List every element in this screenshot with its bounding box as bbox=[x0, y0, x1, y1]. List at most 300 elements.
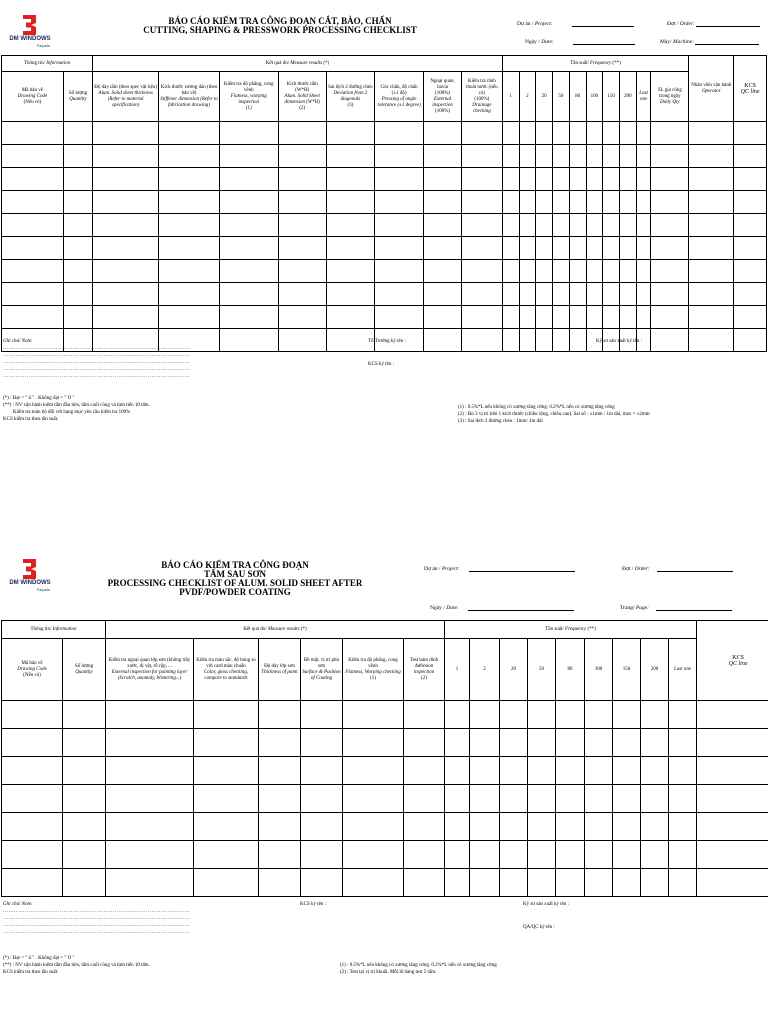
table-cell[interactable] bbox=[301, 841, 343, 869]
form1-date-field[interactable] bbox=[573, 38, 635, 45]
table-cell[interactable] bbox=[651, 283, 689, 306]
table-cell[interactable] bbox=[734, 214, 767, 237]
table-cell[interactable] bbox=[404, 701, 445, 729]
table-cell[interactable] bbox=[519, 191, 536, 214]
table-cell[interactable] bbox=[404, 841, 445, 869]
table-cell[interactable] bbox=[424, 237, 462, 260]
table-cell[interactable] bbox=[2, 145, 64, 168]
table-cell[interactable] bbox=[461, 306, 502, 329]
table-cell[interactable] bbox=[636, 306, 651, 329]
table-cell[interactable] bbox=[2, 122, 64, 145]
table-cell[interactable] bbox=[603, 168, 620, 191]
table-cell[interactable] bbox=[669, 869, 697, 897]
table-cell[interactable] bbox=[2, 168, 64, 191]
table-cell[interactable] bbox=[445, 785, 470, 813]
table-cell[interactable] bbox=[424, 122, 462, 145]
table-cell[interactable] bbox=[553, 283, 570, 306]
table-cell[interactable] bbox=[470, 701, 500, 729]
table-cell[interactable] bbox=[697, 729, 768, 757]
table-cell[interactable] bbox=[404, 869, 445, 897]
table-cell[interactable] bbox=[689, 260, 734, 283]
table-cell[interactable] bbox=[2, 869, 63, 897]
table-cell[interactable] bbox=[159, 168, 220, 191]
table-cell[interactable] bbox=[620, 214, 637, 237]
table-cell[interactable] bbox=[343, 869, 404, 897]
form1-project-field[interactable] bbox=[572, 20, 634, 27]
table-cell[interactable] bbox=[603, 306, 620, 329]
table-cell[interactable] bbox=[461, 260, 502, 283]
table-cell[interactable] bbox=[519, 168, 536, 191]
table-cell[interactable] bbox=[63, 869, 106, 897]
table-cell[interactable] bbox=[502, 122, 519, 145]
table-cell[interactable] bbox=[424, 260, 462, 283]
table-cell[interactable] bbox=[502, 214, 519, 237]
form2-order-field[interactable] bbox=[657, 565, 733, 572]
table-cell[interactable] bbox=[556, 729, 585, 757]
table-cell[interactable] bbox=[194, 869, 259, 897]
table-cell[interactable] bbox=[93, 191, 159, 214]
table-cell[interactable] bbox=[424, 168, 462, 191]
table-cell[interactable] bbox=[613, 757, 641, 785]
table-cell[interactable] bbox=[106, 757, 194, 785]
table-cell[interactable] bbox=[63, 701, 106, 729]
table-cell[interactable] bbox=[159, 191, 220, 214]
table-cell[interactable] bbox=[586, 260, 603, 283]
table-cell[interactable] bbox=[689, 329, 734, 352]
table-cell[interactable] bbox=[603, 237, 620, 260]
table-cell[interactable] bbox=[651, 122, 689, 145]
table-cell[interactable] bbox=[326, 214, 374, 237]
table-cell[interactable] bbox=[2, 757, 63, 785]
table-cell[interactable] bbox=[553, 145, 570, 168]
table-cell[interactable] bbox=[106, 841, 194, 869]
table-cell[interactable] bbox=[697, 813, 768, 841]
table-cell[interactable] bbox=[93, 122, 159, 145]
table-cell[interactable] bbox=[697, 757, 768, 785]
table-cell[interactable] bbox=[519, 237, 536, 260]
table-cell[interactable] bbox=[2, 306, 64, 329]
table-cell[interactable] bbox=[63, 168, 92, 191]
table-cell[interactable] bbox=[620, 260, 637, 283]
table-cell[interactable] bbox=[603, 260, 620, 283]
table-cell[interactable] bbox=[63, 214, 92, 237]
table-cell[interactable] bbox=[669, 813, 697, 841]
table-cell[interactable] bbox=[734, 283, 767, 306]
table-cell[interactable] bbox=[2, 729, 63, 757]
table-cell[interactable] bbox=[553, 306, 570, 329]
table-cell[interactable] bbox=[536, 260, 553, 283]
table-cell[interactable] bbox=[63, 841, 106, 869]
table-cell[interactable] bbox=[219, 260, 278, 283]
table-cell[interactable] bbox=[697, 701, 768, 729]
table-cell[interactable] bbox=[63, 729, 106, 757]
table-cell[interactable] bbox=[2, 191, 64, 214]
table-cell[interactable] bbox=[586, 191, 603, 214]
table-cell[interactable] bbox=[586, 283, 603, 306]
table-cell[interactable] bbox=[641, 841, 669, 869]
table-cell[interactable] bbox=[641, 785, 669, 813]
table-cell[interactable] bbox=[553, 168, 570, 191]
table-cell[interactable] bbox=[278, 214, 326, 237]
table-cell[interactable] bbox=[343, 729, 404, 757]
table-cell[interactable] bbox=[326, 306, 374, 329]
table-cell[interactable] bbox=[689, 122, 734, 145]
table-cell[interactable] bbox=[63, 785, 106, 813]
table-cell[interactable] bbox=[519, 329, 536, 352]
table-cell[interactable] bbox=[326, 122, 374, 145]
table-cell[interactable] bbox=[259, 869, 301, 897]
table-cell[interactable] bbox=[502, 191, 519, 214]
table-cell[interactable] bbox=[424, 145, 462, 168]
table-cell[interactable] bbox=[2, 813, 63, 841]
table-cell[interactable] bbox=[636, 122, 651, 145]
table-cell[interactable] bbox=[278, 260, 326, 283]
table-cell[interactable] bbox=[553, 237, 570, 260]
form2-date-field[interactable] bbox=[468, 604, 574, 611]
table-cell[interactable] bbox=[636, 237, 651, 260]
table-cell[interactable] bbox=[536, 168, 553, 191]
table-cell[interactable] bbox=[528, 701, 556, 729]
table-cell[interactable] bbox=[556, 701, 585, 729]
table-cell[interactable] bbox=[620, 237, 637, 260]
table-cell[interactable] bbox=[651, 260, 689, 283]
table-cell[interactable] bbox=[669, 729, 697, 757]
table-cell[interactable] bbox=[689, 145, 734, 168]
table-cell[interactable] bbox=[669, 841, 697, 869]
table-cell[interactable] bbox=[553, 191, 570, 214]
table-cell[interactable] bbox=[63, 283, 92, 306]
table-cell[interactable] bbox=[259, 841, 301, 869]
table-cell[interactable] bbox=[641, 729, 669, 757]
table-cell[interactable] bbox=[528, 785, 556, 813]
table-cell[interactable] bbox=[374, 214, 423, 237]
table-cell[interactable] bbox=[502, 168, 519, 191]
table-cell[interactable] bbox=[278, 237, 326, 260]
table-cell[interactable] bbox=[528, 729, 556, 757]
table-cell[interactable] bbox=[2, 785, 63, 813]
table-cell[interactable] bbox=[219, 145, 278, 168]
table-cell[interactable] bbox=[159, 283, 220, 306]
table-cell[interactable] bbox=[636, 145, 651, 168]
table-cell[interactable] bbox=[301, 757, 343, 785]
table-cell[interactable] bbox=[343, 785, 404, 813]
table-cell[interactable] bbox=[536, 191, 553, 214]
table-cell[interactable] bbox=[502, 145, 519, 168]
table-cell[interactable] bbox=[374, 237, 423, 260]
table-cell[interactable] bbox=[603, 145, 620, 168]
form2-page-field[interactable] bbox=[656, 604, 732, 611]
table-cell[interactable] bbox=[603, 214, 620, 237]
table-cell[interactable] bbox=[734, 168, 767, 191]
form1-note-line[interactable]: ………………………………………………………………………………………… bbox=[3, 374, 190, 379]
form1-note-line[interactable]: ………………………………………………………………………………………… bbox=[3, 360, 190, 365]
table-cell[interactable] bbox=[613, 785, 641, 813]
table-cell[interactable] bbox=[651, 168, 689, 191]
table-cell[interactable] bbox=[106, 729, 194, 757]
table-cell[interactable] bbox=[613, 869, 641, 897]
table-cell[interactable] bbox=[613, 813, 641, 841]
table-cell[interactable] bbox=[470, 869, 500, 897]
table-cell[interactable] bbox=[556, 757, 585, 785]
table-cell[interactable] bbox=[569, 306, 586, 329]
table-cell[interactable] bbox=[326, 260, 374, 283]
table-cell[interactable] bbox=[63, 757, 106, 785]
table-cell[interactable] bbox=[536, 237, 553, 260]
table-cell[interactable] bbox=[519, 214, 536, 237]
table-cell[interactable] bbox=[461, 214, 502, 237]
form1-note-line[interactable]: ………………………………………………………………………………………… bbox=[3, 353, 190, 358]
table-cell[interactable] bbox=[194, 757, 259, 785]
table-cell[interactable] bbox=[424, 306, 462, 329]
table-cell[interactable] bbox=[470, 757, 500, 785]
table-cell[interactable] bbox=[194, 785, 259, 813]
table-cell[interactable] bbox=[445, 757, 470, 785]
table-cell[interactable] bbox=[519, 122, 536, 145]
table-cell[interactable] bbox=[556, 869, 585, 897]
table-cell[interactable] bbox=[461, 168, 502, 191]
table-cell[interactable] bbox=[194, 813, 259, 841]
table-cell[interactable] bbox=[404, 813, 445, 841]
table-cell[interactable] bbox=[536, 145, 553, 168]
table-cell[interactable] bbox=[374, 260, 423, 283]
table-cell[interactable] bbox=[669, 785, 697, 813]
table-cell[interactable] bbox=[734, 191, 767, 214]
table-cell[interactable] bbox=[219, 306, 278, 329]
table-cell[interactable] bbox=[404, 785, 445, 813]
form1-machine-field[interactable] bbox=[695, 38, 759, 45]
table-cell[interactable] bbox=[636, 191, 651, 214]
table-cell[interactable] bbox=[461, 145, 502, 168]
table-cell[interactable] bbox=[603, 122, 620, 145]
table-cell[interactable] bbox=[301, 813, 343, 841]
table-cell[interactable] bbox=[585, 785, 613, 813]
table-cell[interactable] bbox=[404, 729, 445, 757]
table-cell[interactable] bbox=[445, 813, 470, 841]
table-cell[interactable] bbox=[620, 283, 637, 306]
table-cell[interactable] bbox=[461, 122, 502, 145]
table-cell[interactable] bbox=[374, 306, 423, 329]
table-cell[interactable] bbox=[500, 729, 528, 757]
table-cell[interactable] bbox=[2, 260, 64, 283]
table-cell[interactable] bbox=[689, 191, 734, 214]
form2-project-field[interactable] bbox=[469, 565, 575, 572]
table-cell[interactable] bbox=[219, 237, 278, 260]
table-cell[interactable] bbox=[620, 306, 637, 329]
table-cell[interactable] bbox=[374, 191, 423, 214]
table-cell[interactable] bbox=[343, 813, 404, 841]
table-cell[interactable] bbox=[651, 191, 689, 214]
table-cell[interactable] bbox=[569, 283, 586, 306]
table-cell[interactable] bbox=[326, 168, 374, 191]
table-cell[interactable] bbox=[326, 191, 374, 214]
form2-note-line[interactable]: ………………………………………………………………………………………… bbox=[3, 909, 190, 914]
table-cell[interactable] bbox=[502, 283, 519, 306]
table-cell[interactable] bbox=[697, 785, 768, 813]
table-cell[interactable] bbox=[424, 214, 462, 237]
table-cell[interactable] bbox=[343, 841, 404, 869]
table-cell[interactable] bbox=[734, 306, 767, 329]
table-cell[interactable] bbox=[585, 757, 613, 785]
table-cell[interactable] bbox=[620, 168, 637, 191]
table-cell[interactable] bbox=[569, 260, 586, 283]
table-cell[interactable] bbox=[159, 122, 220, 145]
table-cell[interactable] bbox=[219, 168, 278, 191]
table-cell[interactable] bbox=[93, 237, 159, 260]
table-cell[interactable] bbox=[651, 237, 689, 260]
table-cell[interactable] bbox=[689, 214, 734, 237]
table-cell[interactable] bbox=[63, 237, 92, 260]
table-cell[interactable] bbox=[445, 729, 470, 757]
table-cell[interactable] bbox=[613, 841, 641, 869]
table-cell[interactable] bbox=[159, 214, 220, 237]
table-cell[interactable] bbox=[585, 729, 613, 757]
table-cell[interactable] bbox=[259, 729, 301, 757]
table-cell[interactable] bbox=[424, 283, 462, 306]
table-cell[interactable] bbox=[519, 306, 536, 329]
form2-note-line[interactable]: ………………………………………………………………………………………… bbox=[3, 916, 190, 921]
table-cell[interactable] bbox=[502, 237, 519, 260]
table-cell[interactable] bbox=[536, 283, 553, 306]
table-cell[interactable] bbox=[445, 701, 470, 729]
table-cell[interactable] bbox=[301, 701, 343, 729]
table-cell[interactable] bbox=[106, 701, 194, 729]
table-cell[interactable] bbox=[651, 214, 689, 237]
table-cell[interactable] bbox=[569, 214, 586, 237]
table-cell[interactable] bbox=[569, 122, 586, 145]
table-cell[interactable] bbox=[106, 785, 194, 813]
table-cell[interactable] bbox=[461, 329, 502, 352]
table-cell[interactable] bbox=[301, 729, 343, 757]
table-cell[interactable] bbox=[470, 841, 500, 869]
table-cell[interactable] bbox=[636, 214, 651, 237]
table-cell[interactable] bbox=[219, 329, 278, 352]
table-cell[interactable] bbox=[63, 122, 92, 145]
table-cell[interactable] bbox=[528, 757, 556, 785]
table-cell[interactable] bbox=[374, 122, 423, 145]
form2-note-line[interactable]: ………………………………………………………………………………………… bbox=[3, 930, 190, 935]
table-cell[interactable] bbox=[470, 729, 500, 757]
table-cell[interactable] bbox=[343, 701, 404, 729]
table-cell[interactable] bbox=[585, 841, 613, 869]
table-cell[interactable] bbox=[461, 191, 502, 214]
table-cell[interactable] bbox=[585, 813, 613, 841]
table-cell[interactable] bbox=[651, 145, 689, 168]
table-cell[interactable] bbox=[585, 869, 613, 897]
table-cell[interactable] bbox=[106, 869, 194, 897]
form1-order-field[interactable] bbox=[696, 20, 760, 27]
table-cell[interactable] bbox=[651, 306, 689, 329]
table-cell[interactable] bbox=[502, 329, 519, 352]
table-cell[interactable] bbox=[651, 329, 689, 352]
table-cell[interactable] bbox=[259, 701, 301, 729]
table-cell[interactable] bbox=[445, 841, 470, 869]
table-cell[interactable] bbox=[219, 122, 278, 145]
table-cell[interactable] bbox=[613, 701, 641, 729]
table-cell[interactable] bbox=[374, 283, 423, 306]
table-cell[interactable] bbox=[278, 122, 326, 145]
table-cell[interactable] bbox=[2, 283, 64, 306]
table-cell[interactable] bbox=[93, 168, 159, 191]
table-cell[interactable] bbox=[278, 283, 326, 306]
form1-note-line[interactable]: ………………………………………………………………………………………… bbox=[3, 367, 190, 372]
table-cell[interactable] bbox=[63, 813, 106, 841]
table-cell[interactable] bbox=[343, 757, 404, 785]
table-cell[interactable] bbox=[734, 329, 767, 352]
table-cell[interactable] bbox=[461, 283, 502, 306]
table-cell[interactable] bbox=[586, 237, 603, 260]
table-cell[interactable] bbox=[519, 283, 536, 306]
table-cell[interactable] bbox=[556, 813, 585, 841]
table-cell[interactable] bbox=[502, 306, 519, 329]
table-cell[interactable] bbox=[697, 869, 768, 897]
table-cell[interactable] bbox=[586, 168, 603, 191]
table-cell[interactable] bbox=[2, 214, 64, 237]
table-cell[interactable] bbox=[689, 237, 734, 260]
table-cell[interactable] bbox=[620, 191, 637, 214]
table-cell[interactable] bbox=[689, 306, 734, 329]
table-cell[interactable] bbox=[93, 260, 159, 283]
table-cell[interactable] bbox=[500, 757, 528, 785]
table-cell[interactable] bbox=[63, 260, 92, 283]
table-cell[interactable] bbox=[689, 168, 734, 191]
table-cell[interactable] bbox=[553, 329, 570, 352]
table-cell[interactable] bbox=[669, 757, 697, 785]
table-cell[interactable] bbox=[519, 145, 536, 168]
table-cell[interactable] bbox=[93, 283, 159, 306]
table-cell[interactable] bbox=[470, 813, 500, 841]
table-cell[interactable] bbox=[620, 122, 637, 145]
table-cell[interactable] bbox=[536, 122, 553, 145]
table-cell[interactable] bbox=[586, 145, 603, 168]
table-cell[interactable] bbox=[641, 757, 669, 785]
table-cell[interactable] bbox=[2, 841, 63, 869]
table-cell[interactable] bbox=[219, 283, 278, 306]
table-cell[interactable] bbox=[734, 145, 767, 168]
table-cell[interactable] bbox=[528, 841, 556, 869]
table-cell[interactable] bbox=[519, 260, 536, 283]
table-cell[interactable] bbox=[502, 260, 519, 283]
table-cell[interactable] bbox=[734, 260, 767, 283]
table-cell[interactable] bbox=[569, 145, 586, 168]
table-cell[interactable] bbox=[445, 869, 470, 897]
table-cell[interactable] bbox=[603, 283, 620, 306]
table-cell[interactable] bbox=[93, 306, 159, 329]
table-cell[interactable] bbox=[528, 813, 556, 841]
table-cell[interactable] bbox=[63, 306, 92, 329]
table-cell[interactable] bbox=[641, 701, 669, 729]
table-cell[interactable] bbox=[63, 145, 92, 168]
table-cell[interactable] bbox=[585, 701, 613, 729]
table-cell[interactable] bbox=[613, 729, 641, 757]
table-cell[interactable] bbox=[470, 785, 500, 813]
table-cell[interactable] bbox=[301, 785, 343, 813]
table-cell[interactable] bbox=[620, 145, 637, 168]
table-cell[interactable] bbox=[553, 122, 570, 145]
table-cell[interactable] bbox=[641, 813, 669, 841]
table-cell[interactable] bbox=[159, 306, 220, 329]
table-cell[interactable] bbox=[536, 306, 553, 329]
table-cell[interactable] bbox=[569, 329, 586, 352]
table-cell[interactable] bbox=[697, 841, 768, 869]
table-cell[interactable] bbox=[553, 260, 570, 283]
table-cell[interactable] bbox=[219, 214, 278, 237]
table-cell[interactable] bbox=[669, 701, 697, 729]
table-cell[interactable] bbox=[556, 841, 585, 869]
table-cell[interactable] bbox=[603, 191, 620, 214]
table-cell[interactable] bbox=[424, 191, 462, 214]
table-cell[interactable] bbox=[278, 306, 326, 329]
table-cell[interactable] bbox=[259, 757, 301, 785]
